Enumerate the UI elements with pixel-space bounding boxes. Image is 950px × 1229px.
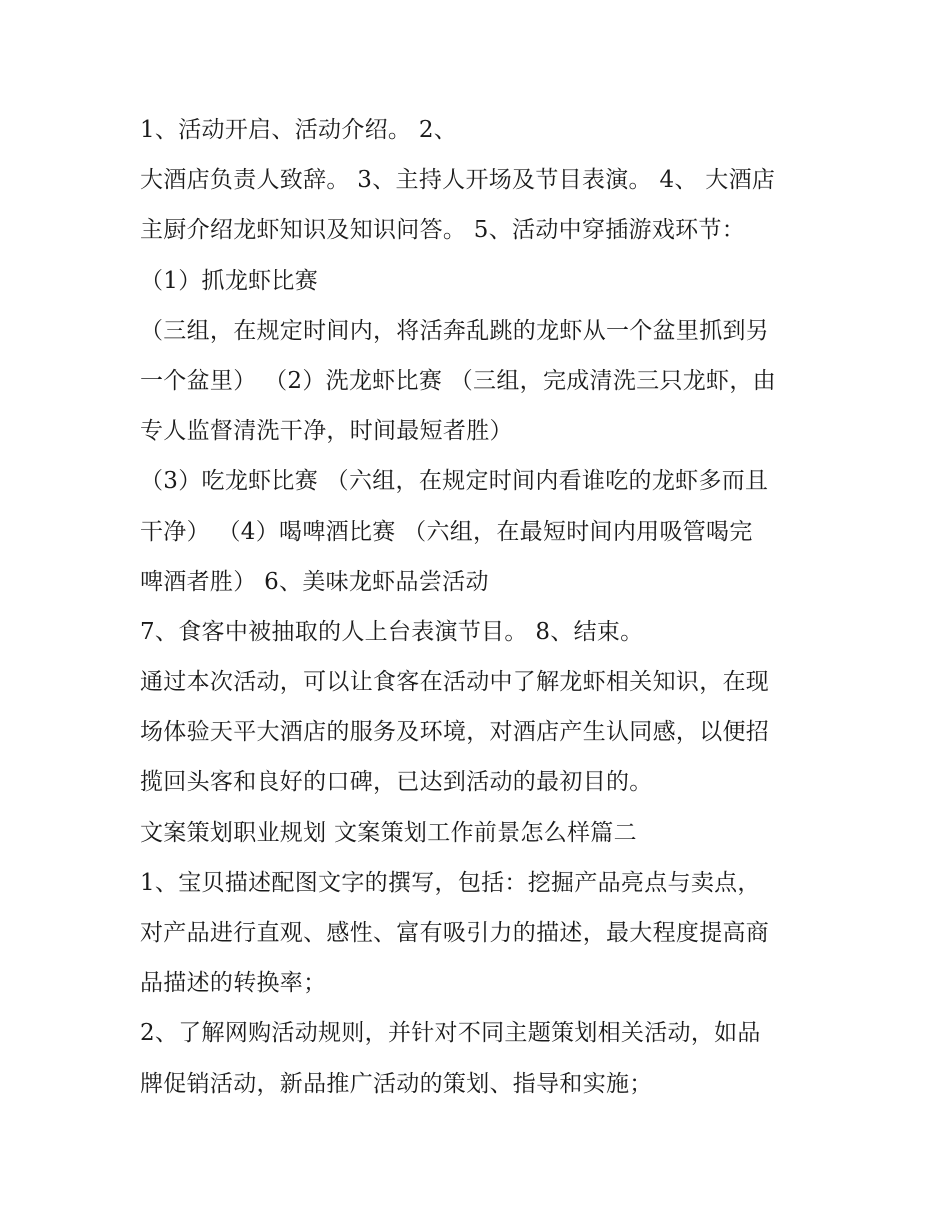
text-line: （三组，在规定时间内，将活奔乱跳的龙虾从一个盆里抓到另 — [140, 317, 770, 344]
text-line: 通过本次活动，可以让食客在活动中了解龙虾相关知识，在现 — [140, 669, 770, 696]
text-line: 1、宝贝描述配图文字的撰写，包括：挖掘产品亮点与卖点， — [140, 869, 761, 896]
text-line: （3）吃龙虾比赛 （六组，在规定时间内看谁吃的龙虾多而且 — [140, 468, 769, 495]
text-line: 1、活动开启、活动介绍。 2、 — [140, 117, 458, 143]
text-line: 揽回头客和良好的口碑，已达到活动的最初目的。 — [140, 769, 653, 796]
section-heading: 文案策划职业规划 文案策划工作前景怎么样篇二 — [140, 819, 637, 846]
document-body — [140, 112, 830, 1116]
text-line: 专人监督清洗干净，时间最短者胜） — [140, 418, 513, 445]
text-line: 7、食客中被抽取的人上台表演节目。 8、结束。 — [140, 618, 644, 645]
text-line: 啤酒者胜） 6、美味龙虾品尝活动 — [140, 568, 489, 595]
text-line: 场体验天平大酒店的服务及环境，对酒店产生认同感，以便招 — [140, 719, 770, 746]
text-line: 2、了解网购活动规则，并针对不同主题策划相关活动，如品 — [140, 1020, 761, 1047]
text-line: 对产品进行直观、感性、富有吸引力的描述，最大程度提高商 — [140, 920, 770, 946]
text-line: 牌促销活动，新品推广活动的策划、指导和实施； — [140, 1070, 653, 1097]
text-line: 品描述的转换率； — [140, 970, 327, 997]
text-line: 一个盆里） （2）洗龙虾比赛 （三组，完成清洗三只龙虾，由 — [140, 367, 776, 394]
text-line: 主厨介绍龙虾知识及知识问答。 5、活动中穿插游戏环节： — [140, 217, 746, 244]
text-line: （1）抓龙虾比赛 — [140, 267, 319, 294]
text-line: 干净） （4）喝啤酒比赛 （六组，在最短时间内用吸管喝完 — [140, 518, 753, 545]
text-line: 大酒店负责人致辞。 3、主持人开场及节目表演。 4、 大酒店 — [140, 167, 776, 194]
